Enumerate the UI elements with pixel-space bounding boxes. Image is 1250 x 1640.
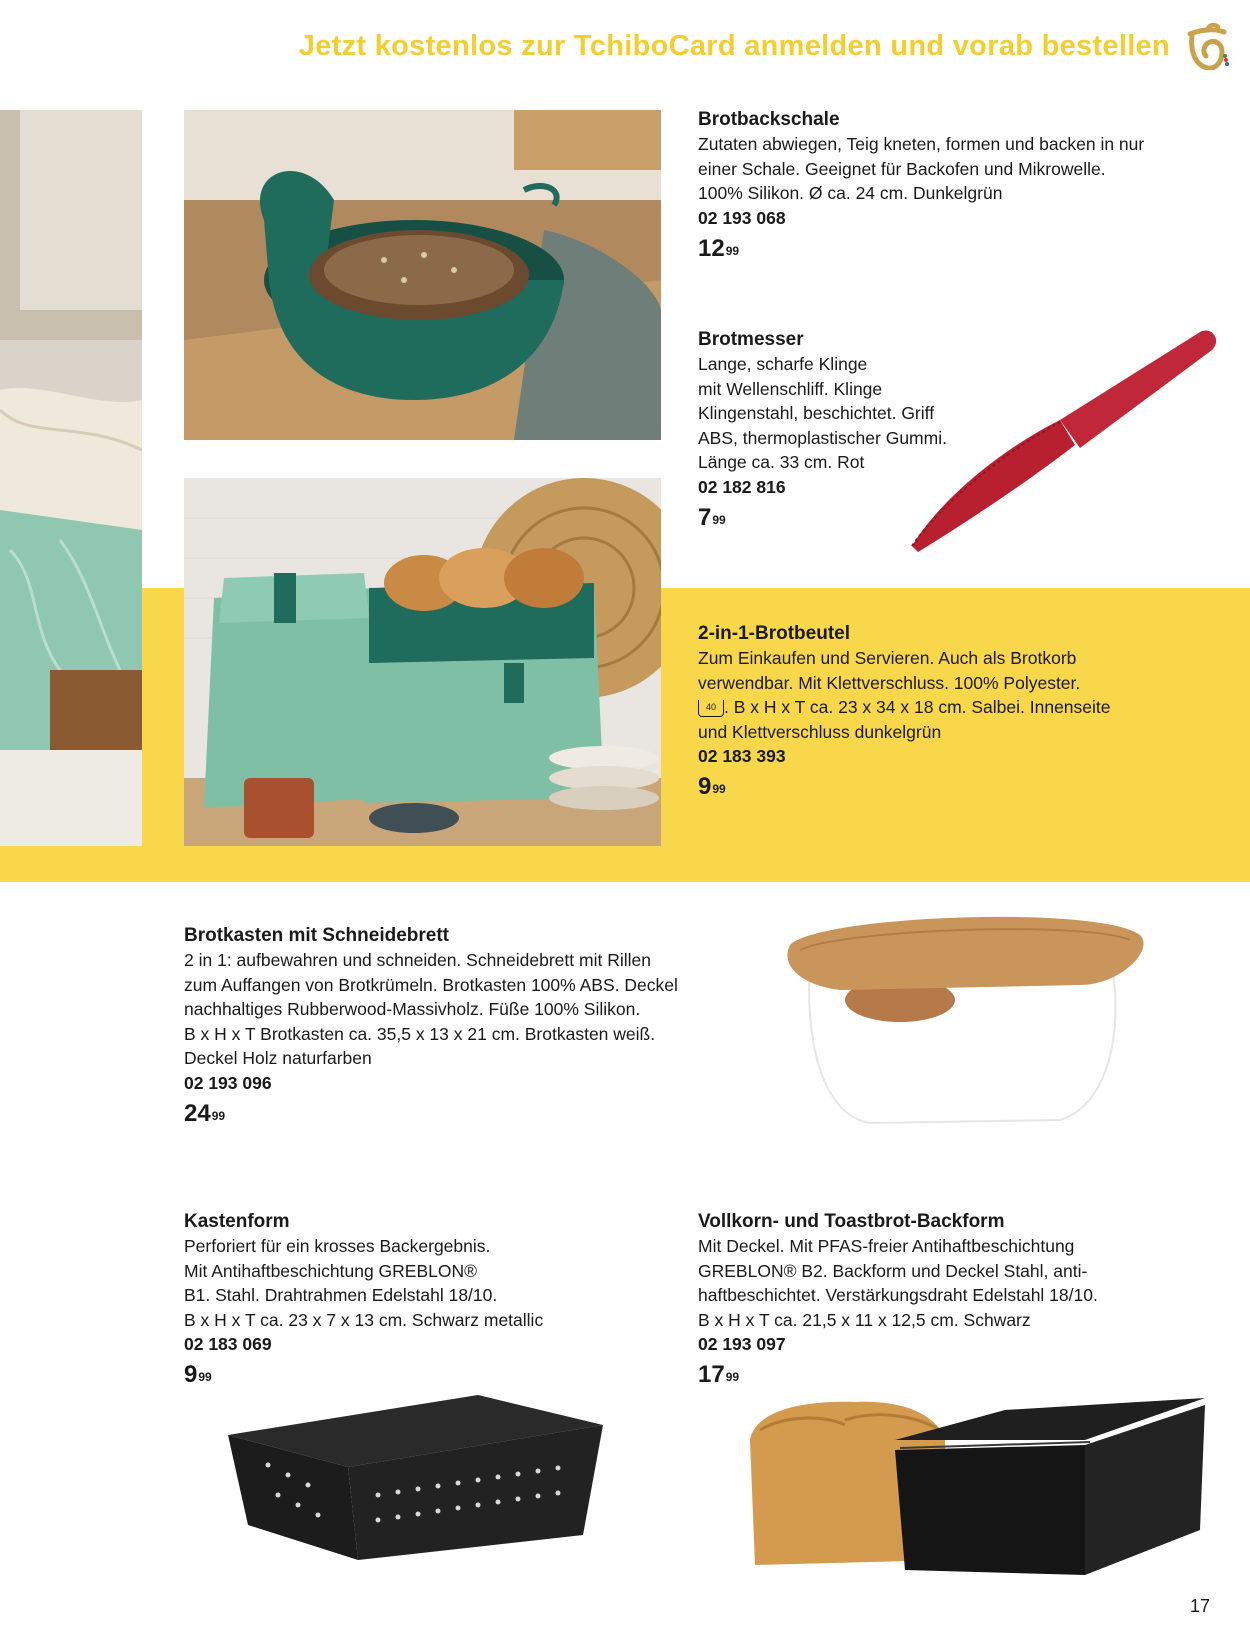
product-description: 2 in 1: aufbewahren und schneiden. Schneidebrett mit Rillen zum Auffangen von Brotkrümeln. Brotkasten 100% ABS. Deckel nachhaltiges Rubberwood-Massivholz. Füße 100% Silikon. B x H x T Brotkasten ca. 35,5 x 13 x 21 cm. Brotkasten weiß. Deckel Holz naturfarben [184,950,678,1068]
page-number: 17 [1189,1596,1210,1616]
brotbackschale-photo [184,110,661,440]
product-price [184,1099,724,1129]
product-name: 2-in-1-Brotbeutel [698,623,850,644]
product-description: Zum Einkaufen und Servieren. Auch als Brotkorb verwendbar. Mit Klettverschluss. 100% Polyester. [698,648,1081,693]
article-number: 02 182 816 [698,476,786,497]
product-name: Brotmesser [698,329,804,350]
lifestyle-photo-left [0,110,142,846]
product-price [698,234,1188,264]
price-main: 24 [184,1099,211,1127]
article-number: 02 193 096 [184,1072,272,1093]
product-toastbrot-backform [698,1210,1198,1390]
price-main: 12 [698,234,725,262]
price-main: 17 [698,1361,725,1388]
toastbrot-backform-image [745,1370,1215,1580]
article-number: 02 183 069 [184,1334,272,1354]
tchibo-logo-icon [1186,22,1230,70]
brotbeutel-photo [184,478,661,846]
product-description-color: und Klettverschluss dunkelgrün [698,721,942,742]
article-number: 02 193 097 [698,1334,786,1354]
product-price [184,1360,584,1390]
product-name: Vollkorn- und Toastbrot-Backform [698,1211,1005,1232]
price-main: 7 [698,503,712,531]
product-name: Brotbackschale [698,109,840,130]
price-main: 9 [184,1361,198,1388]
product-description: Perforiert für ein krosses Backergebnis. Mit Antihaftbeschichtung GREBLON® B1. Stahl. Drahtrahmen Edelstahl 18/10. B x H x T ca. 23 x 7 x 13 cm. Schwarz metallic [184,1236,544,1330]
product-brotbackschale [698,108,1188,264]
product-price [698,772,1218,802]
price-cents: 99 [211,1108,226,1123]
wash-40-icon: 40 [698,700,724,717]
product-description-dimensions: 40 . B x H x T ca. 23 x 34 x 18 cm. Salbei. Innenseite [698,695,1218,720]
price-cents: 99 [725,243,740,258]
product-description: Mit Deckel. Mit PFAS-freier Antihaftbeschichtung GREBLON® B2. Backform und Deckel Stahl, anti- haftbeschichtet. Verstärkungsdraht Edelstahl 18/10. B x H x T ca. 21,5 x 11 x 12,5 cm. Schwarz [698,1236,1098,1330]
price-cents: 99 [725,1370,740,1384]
article-number: 02 193 068 [698,207,786,228]
price-main: 9 [698,773,712,800]
product-price [698,1360,1198,1390]
price-cents: 99 [712,782,726,796]
page-headline: Jetzt kostenlos zur TchiboCard anmelden und vorab bestellen [298,30,1170,62]
product-brotkasten [184,924,724,1129]
product-price [698,503,998,533]
brotkasten-image [780,905,1160,1135]
product-brotmesser [698,328,998,533]
article-number: 02 183 393 [698,746,786,766]
price-cents: 99 [712,512,726,527]
kastenform-image [228,1395,608,1565]
product-kastenform [184,1210,584,1390]
product-description: Lange, scharfe Klinge mit Wellenschliff. Klinge Klingenstahl, beschichtet. Griff ABS, thermoplastischer Gummi. Länge ca. 33 cm. Rot [698,354,947,472]
price-cents: 99 [198,1370,212,1384]
product-brotbeutel [698,622,1218,802]
product-description: Zutaten abwiegen, Teig kneten, formen und backen in nur einer Schale. Geeignet für Backofen und Mikrowelle. 100% Silikon. Ø ca. 24 cm. Dunkelgrün [698,134,1145,203]
product-name: Kastenform [184,1211,290,1232]
product-name: Brotkasten mit Schneidebrett [184,925,449,946]
